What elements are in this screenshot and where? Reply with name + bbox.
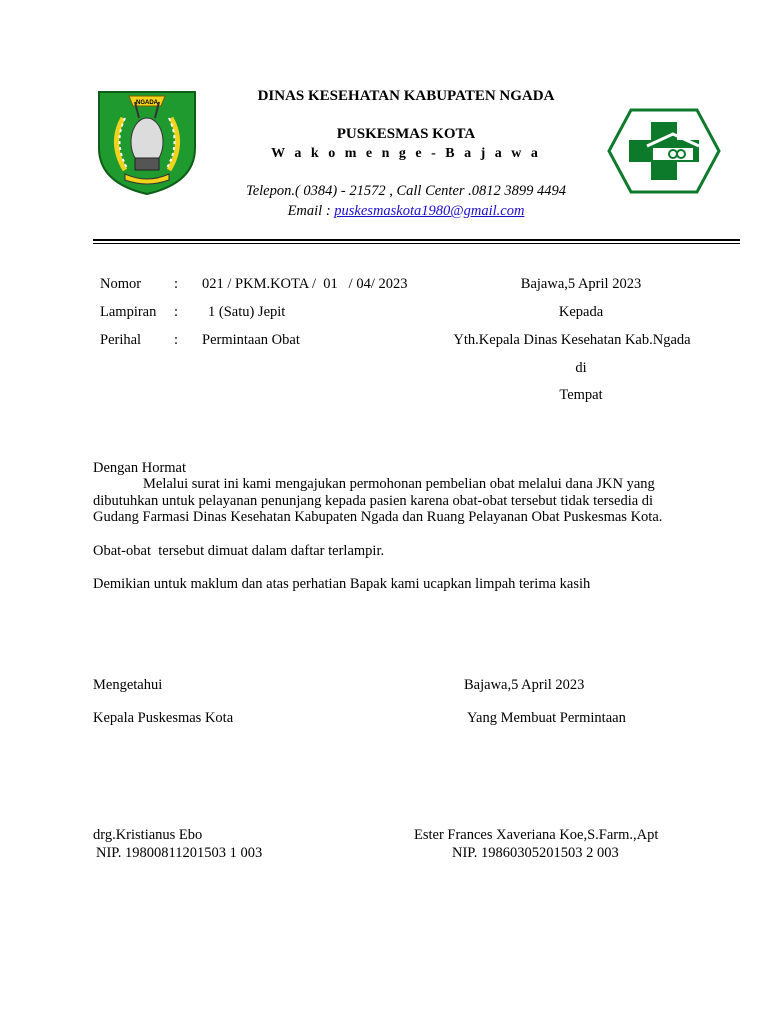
right-sign-date: Bajawa,5 April 2023	[464, 677, 585, 693]
email-line	[200, 203, 612, 220]
ngada-coat-of-arms-logo	[95, 88, 199, 196]
tempat-text: Tempat	[559, 387, 603, 403]
address-line: W a k o m e n g e - B a j a w a	[271, 146, 541, 161]
left-sign-name: drg.Kristianus Ebo	[93, 827, 203, 843]
letter-date: Bajawa,5 April 2023	[520, 276, 642, 292]
phone-line: Telepon.( 0384) - 21572 , Call Center .0812 3899 4494	[245, 183, 567, 199]
perihal-colon: :	[174, 332, 179, 348]
right-sign-nip: NIP. 19860305201503 2 003	[452, 845, 619, 861]
puskesmas-logo	[607, 108, 721, 194]
lampiran-value: 1 (Satu) Jepit	[208, 304, 286, 320]
attachment-note: Obat-obat tersebut dimuat dalam daftar terlampir.	[93, 543, 385, 559]
salutation: Dengan Hormat	[93, 460, 187, 476]
left-sign-nip: NIP. 19800811201503 1 003	[96, 845, 263, 861]
perihal-label: Perihal	[100, 332, 142, 348]
agency-name: DINAS KESEHATAN KABUPATEN NGADA	[257, 88, 555, 104]
right-sign-title: Yang Membuat Permintaan	[467, 710, 626, 726]
perihal-value: Permintaan Obat	[202, 332, 300, 348]
closing-text: Demikian untuk maklum dan atas perhatian Bapak kami ucapkan limpah terima kasih	[93, 576, 591, 592]
header-rule-thick	[93, 239, 740, 241]
left-sign-title: Kepala Puskesmas Kota	[93, 710, 234, 726]
left-sign-heading: Mengetahui	[93, 677, 163, 693]
nomor-colon: :	[174, 276, 179, 292]
di-text: di	[575, 360, 587, 376]
nomor-value: 021 / PKM.KOTA / 01 / 04/ 2023	[202, 276, 408, 292]
body-paragraph: Melalui surat ini kami mengajukan permohonan pembelian obat melalui dana JKN yang dibutuhkan untuk pelayanan penunjang kepada pasien karena obat-obat tersebut tidak tersedia di Gudang Farmasi Dinas Kesehatan Kabupaten Ngada dan Ruang Pelayanan Obat Puskesmas Kota.	[93, 476, 663, 525]
lampiran-colon: :	[174, 304, 179, 320]
email-label: Email :	[287, 203, 335, 219]
header-rule-thin	[93, 243, 740, 244]
recipient-name: Yth.Kepala Dinas Kesehatan Kab.Ngada	[453, 332, 691, 348]
kepada-text: Kepada	[558, 304, 604, 320]
nomor-label: Nomor	[100, 276, 142, 292]
logo-label: NGADA	[136, 100, 158, 106]
right-sign-name: Ester Frances Xaveriana Koe,S.Farm.,Apt	[414, 827, 659, 843]
lampiran-label: Lampiran	[100, 304, 157, 320]
email-link[interactable]: puskesmaskota1980@gmail.com	[334, 203, 525, 219]
unit-name: PUSKESMAS KOTA	[336, 126, 476, 142]
